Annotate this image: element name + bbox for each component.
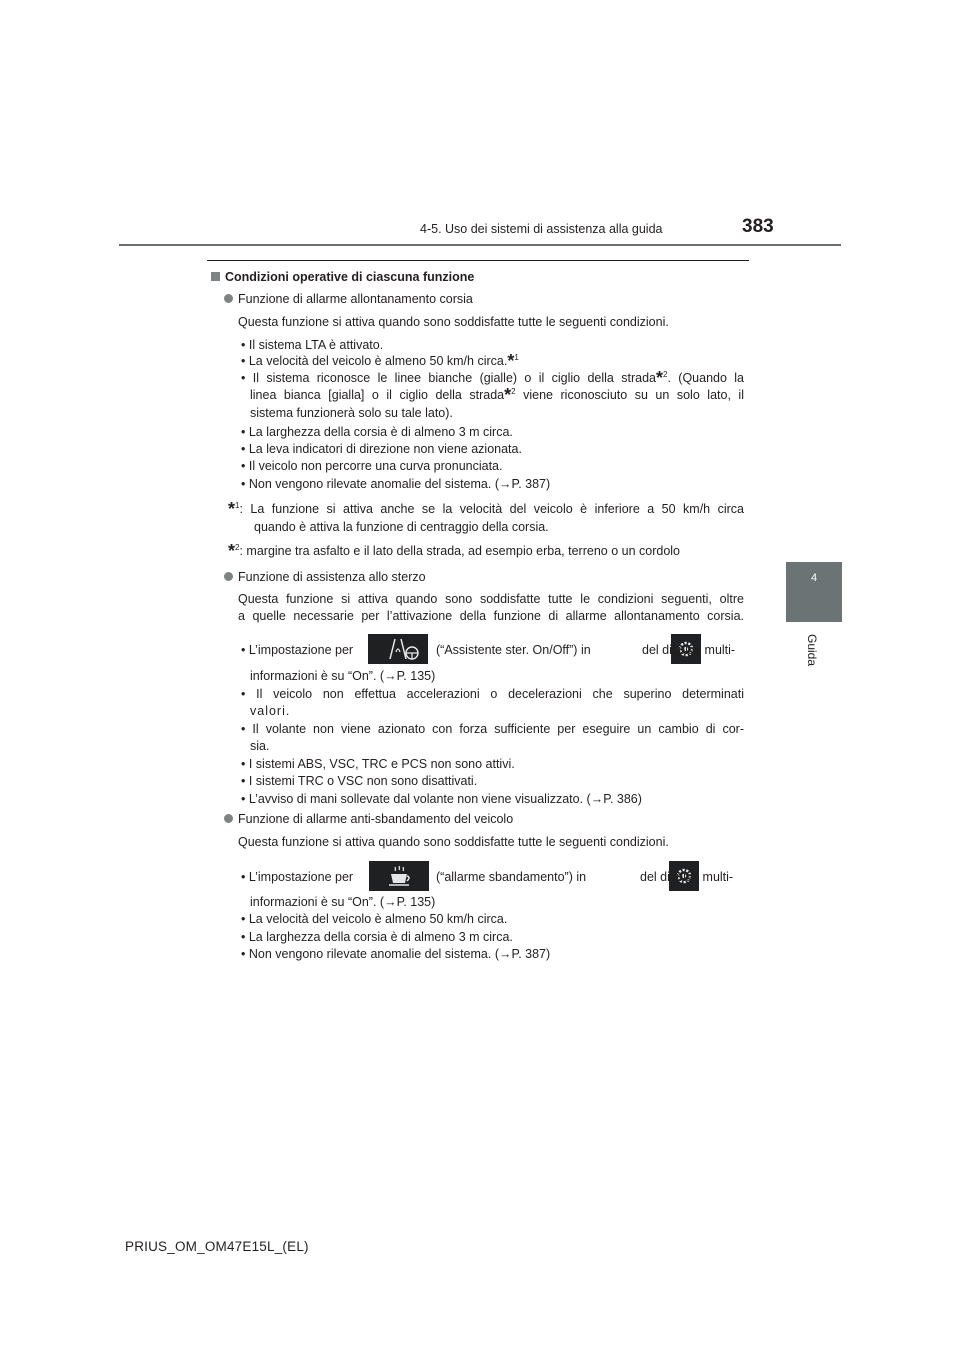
- condition-item: • Non vengono rilevate anomalie del sistema. (→P. 387): [241, 477, 551, 491]
- steering-assist-icon: [368, 634, 428, 664]
- round-bullet-icon: [224, 814, 233, 823]
- condition-item: • La larghezza della corsia è di almeno 3 m circa.: [241, 425, 513, 439]
- condition-item: • L’impostazione per (“allarme sbandamento”) in del display multi-: [241, 861, 745, 893]
- condition-item: • L’avviso di mani sollevate dal volante non viene visualizzato. (→P. 386): [241, 792, 642, 806]
- condition-item: • La larghezza della corsia è di almeno 3 m circa.: [241, 930, 513, 944]
- subsection-title: Funzione di assistenza allo sterzo: [224, 569, 426, 586]
- condition-item-cont: sistema funzionerà solo su tale lato).: [250, 406, 453, 420]
- page-reference-link[interactable]: →P. 387): [498, 477, 551, 491]
- page-reference-link[interactable]: →P. 135): [384, 895, 436, 909]
- condition-item: • Il volante non viene azionato con forza sufficiente per eseguire un cambio di cor-: [241, 722, 744, 736]
- condition-item: • La velocità del veicolo è almeno 50 km/h circa.*$^1$: [241, 351, 519, 371]
- paragraph: Questa funzione si attiva quando sono soddisfatte tutte le condizioni seguenti, oltre: [238, 592, 744, 606]
- paragraph: Questa funzione si attiva quando sono soddisfatte tutte le seguenti condizioni.: [238, 315, 669, 329]
- round-bullet-icon: [224, 294, 233, 303]
- square-bullet-icon: [211, 272, 220, 281]
- condition-item: • Il sistema LTA è attivato.: [241, 338, 384, 352]
- round-bullet-icon: [224, 572, 233, 581]
- paragraph: Questa funzione si attiva quando sono soddisfatte tutte le seguenti condizioni.: [238, 835, 669, 849]
- chapter-tab: [786, 562, 842, 622]
- section-title: 4-5. Uso dei sistemi di assistenza alla guida: [420, 222, 663, 236]
- condition-item-cont: linea bianca [gialla] o il ciglio della strada*$^2$ viene riconosciuto su un solo lato, il: [250, 385, 744, 405]
- asterisk-icon: *: [655, 368, 663, 388]
- section-heading: Condizioni operative di ciascuna funzione: [211, 269, 474, 286]
- condition-item: • I sistemi ABS, VSC, TRC e PCS non sono attivi.: [241, 757, 515, 771]
- condition-item: • I sistemi TRC o VSC non sono disattivati.: [241, 774, 478, 788]
- condition-item-cont: sia.: [250, 739, 270, 753]
- footnote-1: *$^1$: La funzione si attiva anche se la velocità del veicolo è inferiore a 50 km/h circa: [228, 499, 744, 519]
- page-reference-link[interactable]: →P. 387): [498, 947, 551, 961]
- content-divider: [207, 260, 749, 261]
- coffee-cup-icon: [369, 861, 429, 891]
- header-divider: [119, 244, 841, 246]
- condition-item: • Il veicolo non percorre una curva pronunciata.: [241, 459, 503, 473]
- condition-item: • Non vengono rilevate anomalie del sistema. (→P. 387): [241, 947, 551, 961]
- page-number: 383: [742, 216, 774, 237]
- condition-item-cont: informazioni è su “On”. (→P. 135): [250, 669, 436, 683]
- asterisk-icon: *: [504, 385, 512, 405]
- condition-item: • L’impostazione per (“Assistente ster. On/Off”) in del display multi-: [241, 634, 745, 666]
- footnote-2: *$^2$: margine tra asfalto e il lato della strada, ad esempio erba, terreno o un cordolo: [228, 541, 680, 561]
- subsection-title: Funzione di allarme allontanamento corsia: [224, 291, 473, 308]
- condition-item: • Il sistema riconosce le linee bianche (gialle) o il ciglio della strada*$^2$. (Quando la: [241, 368, 745, 388]
- asterisk-icon: *: [228, 499, 236, 519]
- chapter-number: 4: [810, 572, 818, 584]
- page-reference-link[interactable]: →P. 135): [384, 669, 436, 683]
- chapter-label: Guida: [805, 634, 819, 667]
- asterisk-icon: *: [507, 351, 515, 371]
- paragraph: a quelle necessarie per l’attivazione della funzione di allarme allontanamento corsia.: [238, 609, 744, 623]
- asterisk-icon: *: [228, 541, 236, 561]
- document-code: PRIUS_OM_OM47E15L_(EL): [125, 1239, 309, 1254]
- condition-item: • La velocità del veicolo è almeno 50 km/h circa.: [241, 912, 508, 926]
- subsection-title: Funzione di allarme anti-sbandamento del veicolo: [224, 811, 513, 828]
- footnote-1-cont: quando è attiva la funzione di centraggio della corsia.: [254, 520, 549, 534]
- page-reference-link[interactable]: →P. 386): [590, 792, 642, 806]
- condition-item: • La leva indicatori di direzione non viene azionata.: [241, 442, 522, 456]
- condition-item-cont: informazioni è su “On”. (→P. 135): [250, 895, 436, 909]
- condition-item: • Il veicolo non effettua accelerazioni o decelerazioni che superino determinati: [241, 687, 744, 701]
- condition-item-cont: valori.: [250, 704, 291, 718]
